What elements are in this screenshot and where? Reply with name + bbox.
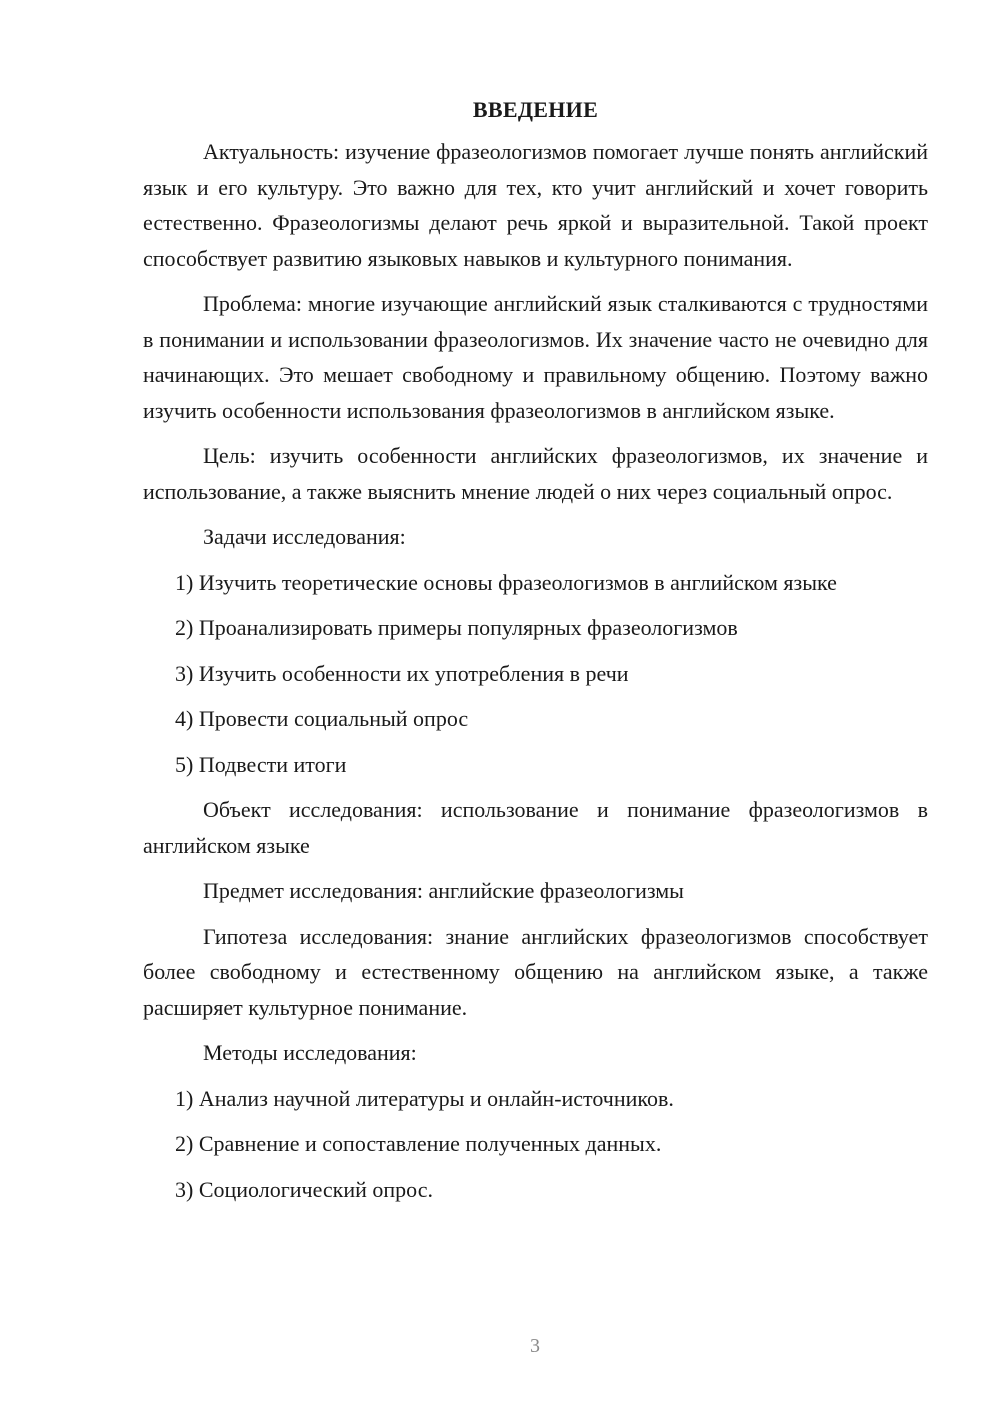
methods-list: [143, 1081, 928, 1208]
list-item: 2) Проанализировать примеры популярных фразеологизмов: [175, 615, 738, 640]
list-item: 3) Изучить особенности их употребления в речи: [175, 660, 629, 686]
list-item: 5) Подвести итоги: [175, 751, 347, 777]
list-item: 3) Социологический опрос.: [175, 1176, 433, 1202]
page-number: 3: [530, 1335, 540, 1357]
hypothesis-paragraph: Гипотеза исследования: знание английских фразеологизмов способствует более свободному и естественному общению на английском языке, а также расширяет культурное понимание.: [143, 923, 928, 1020]
tasks-heading: Задачи исследования:: [203, 524, 406, 549]
tasks-list: [143, 565, 928, 783]
goal-paragraph: Цель: изучить особенности английских фразеологизмов, их значение и использование, а также выяснить мнение людей о них через социальный опрос.: [143, 443, 928, 504]
object-paragraph: Объект исследования: использование и понимание фразеологизмов в английском языке: [143, 797, 928, 858]
document-page: [143, 94, 928, 1217]
section-title: ВВЕДЕНИЕ: [472, 97, 599, 122]
list-item: 1) Анализ научной литературы и онлайн-источников.: [175, 1085, 674, 1111]
list-item: 2) Сравнение и сопоставление полученных данных.: [175, 1131, 662, 1156]
list-item: 4) Провести социальный опрос: [175, 706, 469, 731]
relevance-paragraph: Актуальность: изучение фразеологизмов помогает лучше понять английский язык и его культуру. Это важно для тех, кто учит английский и хочет говорить естественно. Фразеологизмы делают речь яркой и выразительной. Такой проект способствует развитию языковых навыков и культурного понимания.: [143, 139, 928, 271]
list-item: 1) Изучить теоретические основы фразеологизмов в английском языке: [175, 569, 837, 595]
methods-heading: Методы исследования:: [203, 1040, 417, 1065]
problem-paragraph: Проблема: многие изучающие английский язык сталкиваются с трудностями в понимании и использовании фразеологизмов. Их значение часто не очевидно для начинающих. Это мешает свободному и правильному общению. Поэтому важно изучить особенности использования фразеологизмов в английском языке.: [143, 291, 928, 423]
subject-paragraph: Предмет исследования: английские фразеологизмы: [203, 878, 684, 903]
